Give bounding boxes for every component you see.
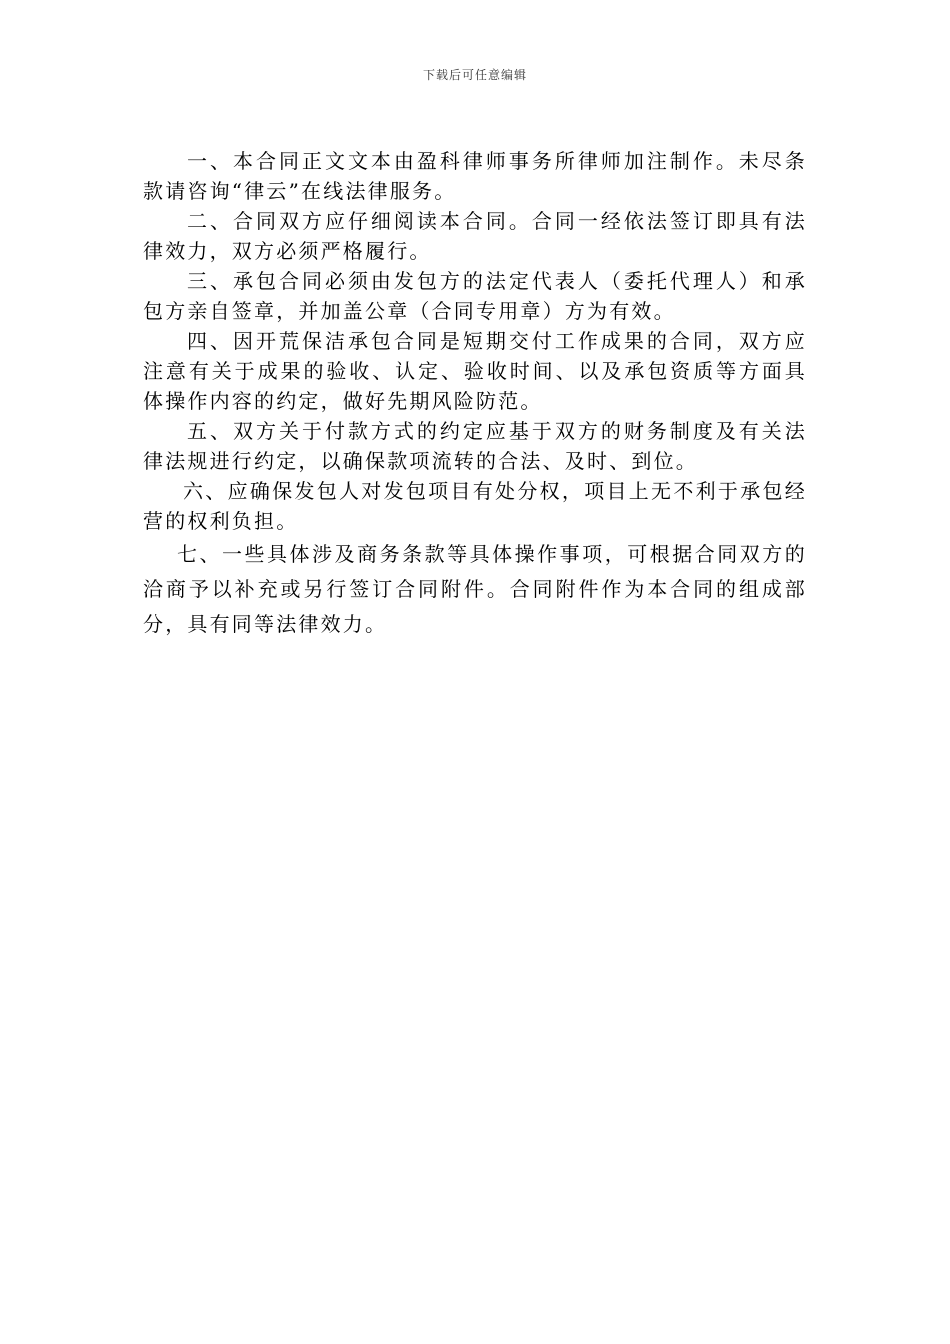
paragraph-7: 七、一些具体涉及商务条款等具体操作事项，可根据合同双方的洽商予以补充或另行签订合同附件。合同附件作为本合同的组成部分，具有同等法律效力。 bbox=[143, 542, 807, 636]
paragraph-5: 五、双方关于付款方式的约定应基于双方的财务制度及有关法律法规进行约定，以确保款项流转的合法、及时、到位。 bbox=[143, 419, 807, 473]
paragraph-6: 六、应确保发包人对发包项目有处分权，项目上无不利于承包经营的权利负担。 bbox=[143, 479, 807, 533]
paragraph-3: 三、承包合同必须由发包方的法定代表人（委托代理人）和承包方亲自签章，并加盖公章（合同专用章）方为有效。 bbox=[143, 269, 807, 323]
paragraph-2: 二、合同双方应仔细阅读本合同。合同一经依法签订即具有法律效力，双方必须严格履行。 bbox=[143, 209, 807, 263]
paragraph-4: 四、因开荒保洁承包合同是短期交付工作成果的合同，双方应注意有关于成果的验收、认定、验收时间、以及承包资质等方面具体操作内容的约定，做好先期风险防范。 bbox=[143, 329, 807, 413]
paragraph-1: 一、本合同正文文本由盈科律师事务所律师加注制作。未尽条款请咨询“律云”在线法律服务。 bbox=[143, 149, 807, 203]
document-body bbox=[143, 146, 807, 642]
header-note: 下载后可任意编辑 bbox=[422, 68, 527, 82]
